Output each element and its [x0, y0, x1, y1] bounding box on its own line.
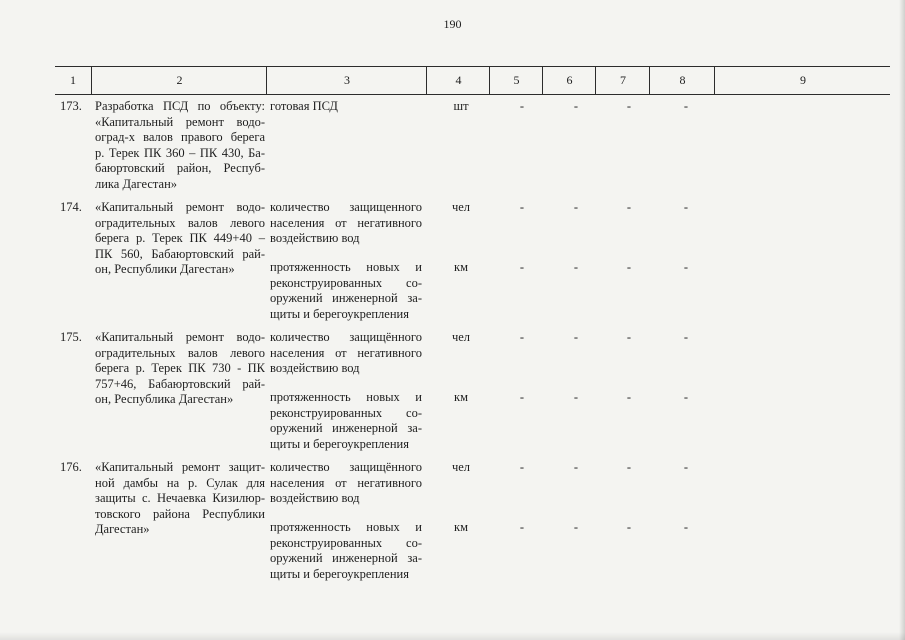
column-header-5: 5: [489, 67, 543, 94]
value-col-5: -: [519, 260, 525, 274]
object-name: [95, 330, 265, 408]
object-name: [95, 460, 265, 538]
name-line: ной дамбы на р. Сулак для: [95, 475, 265, 490]
value-col-6: -: [573, 200, 579, 214]
page-number: 190: [443, 17, 462, 31]
indicator-line: щиты и берегоукрепления: [270, 436, 409, 451]
value-col-8: -: [683, 460, 689, 474]
value-col-7: -: [626, 200, 632, 214]
name-line: р. Терек ПК 360 – ПК 430, Ба-: [95, 145, 265, 160]
name-line: защиты с. Нечаевка Кизилюр-: [95, 491, 265, 505]
row-number: 174.: [60, 200, 82, 214]
row-number: 175.: [60, 330, 82, 344]
column-header-2: 2: [91, 67, 267, 94]
column-header-4: 4: [426, 67, 490, 94]
value-col-7: -: [626, 99, 632, 113]
name-line: товского района Республики: [95, 506, 265, 521]
value-col-6: -: [573, 460, 579, 474]
unit: км: [454, 520, 468, 534]
indicator-line: воздействию вод: [270, 491, 360, 505]
indicator-line: готовая ПСД: [270, 99, 338, 113]
scan-bottom-shadow: [0, 632, 905, 640]
name-line: он, Республика Дагестан»: [95, 392, 234, 406]
indicator-line: оружений инженерной за-: [270, 421, 422, 435]
value-col-7: -: [626, 330, 632, 344]
value-col-6: -: [573, 260, 579, 274]
name-line: лика Дагестан»: [95, 176, 178, 191]
value-col-6: -: [573, 99, 579, 113]
name-line: «Капитальный ремонт водо-: [95, 330, 265, 344]
unit: чел: [451, 200, 471, 214]
name-line: оград-х валов правого берега: [95, 130, 265, 144]
name-line: он, Республики Дагестан»: [95, 262, 235, 276]
value-col-5: -: [519, 330, 525, 344]
value-col-7: -: [626, 460, 632, 474]
name-line: баюртовский район, Респуб-: [95, 161, 265, 175]
column-header-3: 3: [266, 67, 427, 94]
value-col-7: -: [626, 520, 632, 534]
indicator-line: реконструированных со-: [270, 275, 422, 290]
indicator-line: количество защищённого: [270, 460, 422, 474]
value-col-5: -: [519, 99, 525, 113]
name-line: берега р. Терек ПК 449+40 –: [95, 231, 265, 245]
column-header-6: 6: [542, 67, 596, 94]
indicator-line: щиты и берегоукрепления: [270, 566, 409, 581]
indicator: [270, 99, 422, 115]
indicator-line: оружений инженерной за-: [270, 291, 422, 305]
indicator-line: реконструированных со-: [270, 405, 422, 420]
indicator-line: воздействию вод: [270, 231, 360, 245]
indicator-line: протяженность новых и: [270, 520, 422, 534]
indicator-line: населения от негативного: [270, 215, 422, 230]
unit: км: [454, 390, 468, 404]
value-col-6: -: [573, 390, 579, 404]
object-name: [95, 200, 265, 278]
indicator: [270, 520, 422, 582]
name-line: Дагестан»: [95, 522, 150, 536]
column-header-9: 9: [714, 67, 891, 94]
indicator: [270, 260, 422, 322]
indicator: [270, 460, 422, 507]
value-col-8: -: [683, 200, 689, 214]
indicator-line: оружений инженерной за-: [270, 551, 422, 565]
value-col-7: -: [626, 390, 632, 404]
value-col-8: -: [683, 99, 689, 113]
value-col-8: -: [683, 390, 689, 404]
name-line: «Капитальный ремонт водо-: [95, 200, 265, 214]
object-name: [95, 99, 265, 192]
indicator-line: реконструированных со-: [270, 535, 422, 550]
indicator: [270, 330, 422, 377]
name-line: 757+46, Бабаюртовский рай-: [95, 376, 265, 391]
indicator-line: щиты и берегоукрепления: [270, 306, 409, 321]
value-col-6: -: [573, 330, 579, 344]
column-header-8: 8: [649, 67, 715, 94]
name-line: Разработка ПСД по объекту:: [95, 99, 265, 113]
indicator-line: населения от негативного: [270, 475, 422, 490]
name-line: оградительных валов левого: [95, 215, 265, 230]
value-col-7: -: [626, 260, 632, 274]
scan-edge-shadow: [899, 0, 905, 640]
value-col-8: -: [683, 330, 689, 344]
indicator-line: количество защищенного: [270, 200, 422, 214]
value-col-5: -: [519, 460, 525, 474]
value-col-5: -: [519, 200, 525, 214]
row-number: 176.: [60, 460, 82, 474]
name-line: берега р. Терек ПК 730 - ПК: [95, 361, 265, 375]
column-header-1: 1: [70, 73, 76, 87]
value-col-8: -: [683, 260, 689, 274]
name-line: «Капитальный ремонт водо-: [95, 114, 265, 129]
unit: чел: [451, 460, 471, 474]
indicator: [270, 200, 422, 247]
unit: чел: [451, 330, 471, 344]
indicator-line: протяженность новых и: [270, 260, 422, 274]
unit: км: [454, 260, 468, 274]
unit: шт: [453, 99, 469, 113]
name-line: «Капитальный ремонт защит-: [95, 460, 265, 474]
column-header-7: 7: [595, 67, 650, 94]
value-col-5: -: [519, 520, 525, 534]
indicator: [270, 390, 422, 452]
row-number: 173.: [60, 99, 82, 113]
value-col-8: -: [683, 520, 689, 534]
indicator-line: воздействию вод: [270, 361, 360, 375]
table-header-row: [55, 66, 890, 95]
value-col-6: -: [573, 520, 579, 534]
indicator-line: протяженность новых и: [270, 390, 422, 404]
name-line: ПК 560, Бабаюртовский рай-: [95, 246, 265, 261]
value-col-5: -: [519, 390, 525, 404]
name-line: оградительных валов левого: [95, 345, 265, 360]
indicator-line: количество защищённого: [270, 330, 422, 344]
indicator-line: населения от негативного: [270, 345, 422, 360]
